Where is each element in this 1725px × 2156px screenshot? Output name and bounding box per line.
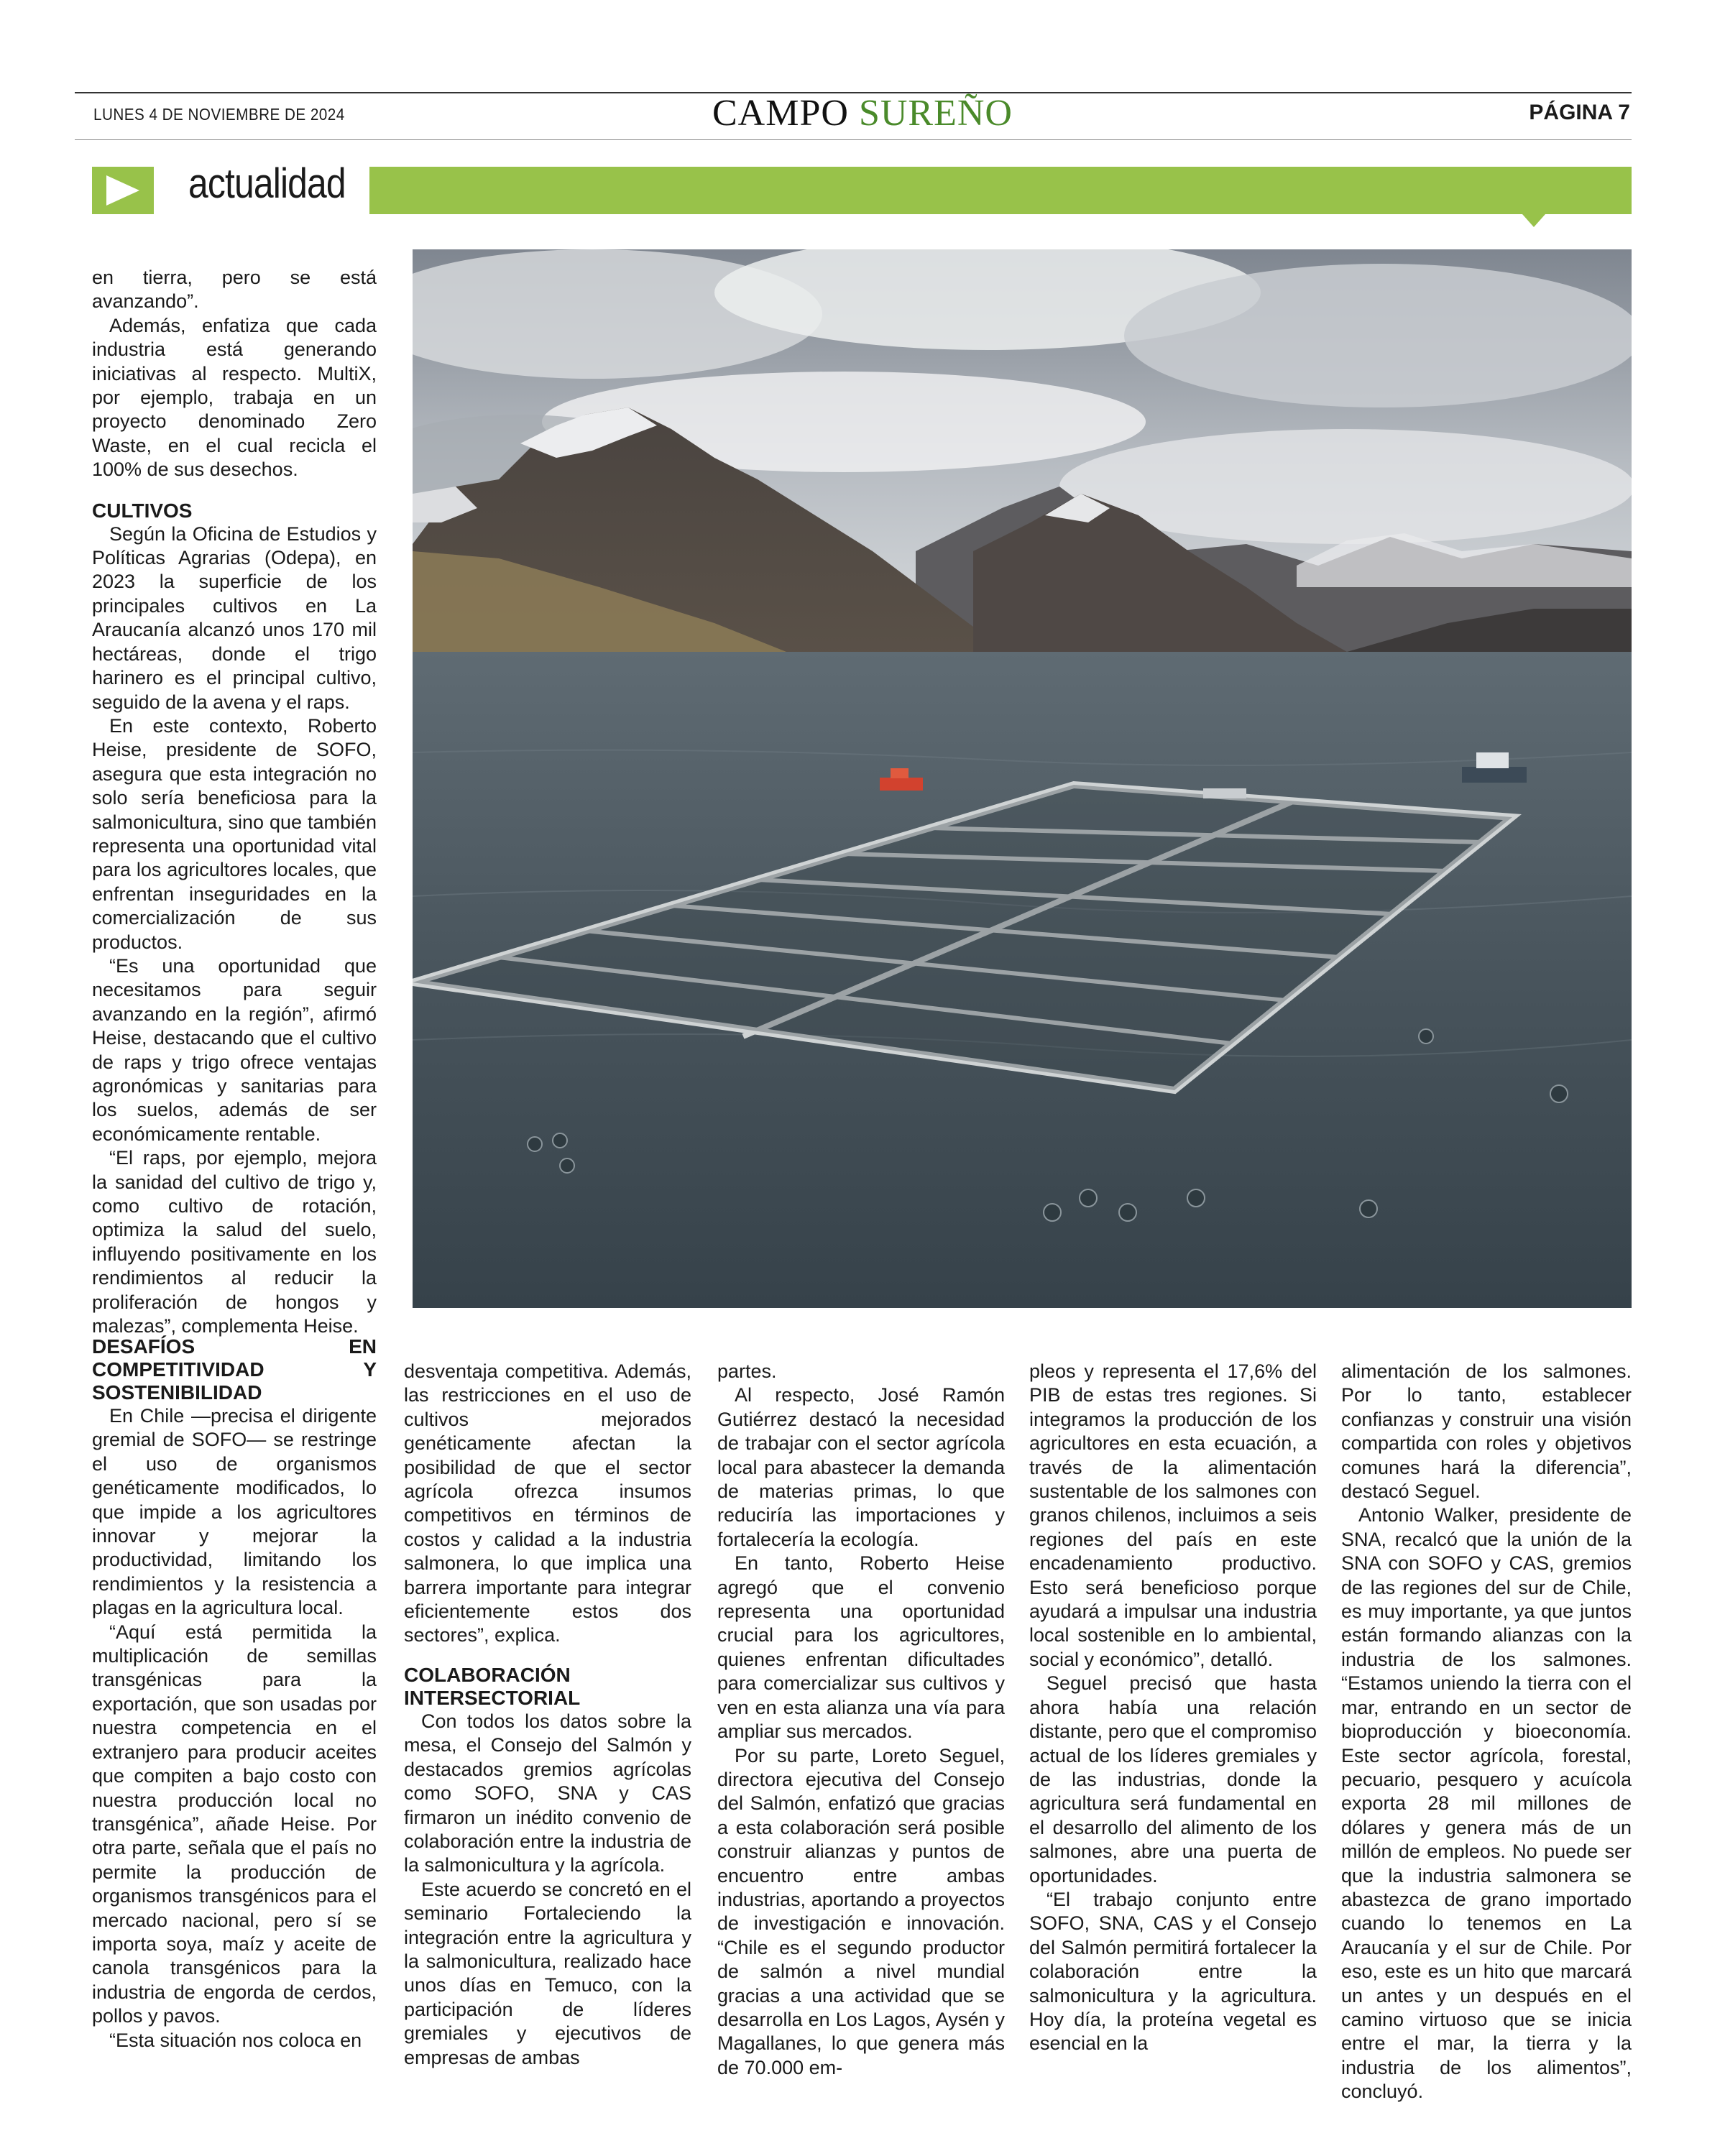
paragraph: partes. xyxy=(717,1360,777,1382)
masthead-campo: CAMPO xyxy=(712,93,849,134)
paragraph: en tierra, pero se está avanzando”. xyxy=(92,267,377,313)
issue-date: LUNES 4 DE NOVIEMBRE DE 2024 xyxy=(93,105,345,124)
paragraph: Este acuerdo se concretó en el seminario Fortaleciendo la integración entre la agricultura y la salmonicultura, realizado hace unos días en Temuco, con la participación de líderes gremiales y ejecutivos de empresas de ambas xyxy=(404,1878,691,2068)
paragraph: desventaja competitiva. Además, las restricciones en el uso de cultivos mejorados genéticamente afectan la posibilidad de que el sector agrícola ofrezca insumos competitivos en términos de costos y calidad a la industria salmonera, lo que implica una barrera importante para integrar eficientemente estos dos sectores”, explica. xyxy=(404,1360,691,1646)
salmon-farm-photo xyxy=(413,249,1632,1308)
paragraph: Seguel precisó que hasta ahora había una relación distante, pero que el compromiso actual de los líderes gremiales y de las industrias, donde la agricultura será fundamental en el desarrollo del alimento de los salmones, abre una puerta de oportunidades. xyxy=(1029,1672,1317,1886)
column-4 xyxy=(1029,1360,1317,2056)
subheading-colaboracion: COLABORACIÓN INTERSECTORIAL xyxy=(404,1663,581,1709)
column-2 xyxy=(404,1360,691,2070)
paragraph: “Aquí está permitida la multiplicación de semillas transgénicas para la exportación, que son usadas por nuestra competencia en el extranjero para producir aceites que compiten a bajo costo con nuestra producción local no transgénica”, añade Heise. Por otra parte, señala que el país no permite la producción de organismos transgénicos para el mercado nacional, pero sí se importa soya, maíz y aceite de canola transgénicos para la industria de engorda de cerdos, pollos y pavos. xyxy=(92,1621,377,2027)
section-play-box xyxy=(92,167,154,214)
paragraph: pleos y representa el 17,6% del PIB de estas tres regiones. Si integramos la producción de los agricultores en esta ecuación, a través de la alimentación sustentable de los salmones con granos chilenos, incluimos a seis regiones del país en este encadenamiento productivo. Esto será beneficioso porque ayudará a impulsar una industria local sostenible en lo ambiental, social y económico”, detalló. xyxy=(1029,1360,1317,1670)
paragraph: Por su parte, Loreto Seguel, directora ejecutiva del Consejo del Salmón, enfatizó que gracias a esta colaboración será posible construir alianzas y puntos de encuentro entre ambas industrias, aportando a proyectos de investigación e innovación. “Chile es el segundo productor de salmón a nivel mundial gracias a una actividad que se desarrolla en Los Lagos, Aysén y Magallanes, lo que genera más de 70.000 em- xyxy=(717,1744,1005,2078)
column-1 xyxy=(92,1335,377,2053)
subheading-desafios: DESAFÍOS EN COMPETITIVIDAD Y SOSTENIBILIDAD xyxy=(92,1335,377,1404)
paragraph: “Es una oportunidad que necesitamos para seguir avanzando en la región”, afirmó Heise, destacando que el cultivo de raps y trigo ofrece ventajas agronómicas y sanitarias para los suelos, además de ser económicamente rentable. xyxy=(92,954,377,1145)
paragraph: En este contexto, Roberto Heise, presidente de SOFO, asegura que esta integración no solo sería beneficiosa para la salmonicultura, sino que también representa una oportunidad vital para los agricultores locales, que enfrentan inseguridades en la comercialización de sus productos. xyxy=(92,714,377,953)
paragraph: alimentación de los salmones. Por lo tanto, establecer confianzas y construir una visión compartida con roles y objetivos comunes hará la diferencia”, destacó Seguel. xyxy=(1341,1360,1632,1503)
paragraph: Antonio Walker, presidente de SNA, recalcó que la unión de la SNA con SOFO y CAS, gremios de las regiones del sur de Chile, es muy importante, ya que juntos están formando alianzas con la industria de los salmones. “Estamos uniendo la tierra con el mar, entrando en un sector de bioproducción y bioeconomía. Este sector agrícola, forestal, pecuario, pesquero y acuícola exporta 28 mil millones de dólares y genera más de un millón de empleos. No puede ser que la industria salmonera se abastezca de grano importado cuando lo tenemos en La Araucanía y el sur de Chile. Por eso, este es un hito que marcará un antes y un después en el camino virtuoso que se inicia entre el mar, la tierra y la industria de los alimentos”, concluyó. xyxy=(1341,1504,1632,2103)
paragraph: Según la Oficina de Estudios y Políticas Agrarias (Odepa), en 2023 la superficie de los principales cultivos en La Araucanía alcanzó unos 170 mil hectáreas, donde el trigo harinero es el principal cultivo, seguido de la avena y el raps. xyxy=(92,522,377,713)
paragraph: En tanto, Roberto Heise agregó que el convenio representa una oportunidad crucial para los agricultores, quienes enfrentan dificultades para comercializar sus cultivos y ven en esta alianza una vía para ampliar sus mercados. xyxy=(717,1552,1005,1743)
paragraph: Además, enfatiza que cada industria está generando iniciativas al respecto. MultiX, por ejemplo, trabaja en un proyecto denominado Zero Waste, en el cual recicla el 100% de sus desechos. xyxy=(92,314,377,481)
masthead-sureno: SUREÑO xyxy=(858,93,1013,134)
paragraph: “Esta situación nos coloca en xyxy=(109,2029,362,2051)
paragraph: Al respecto, José Ramón Gutiérrez destacó la necesidad de trabajar con el sector agrícola local para abastecer la demanda de materias primas, lo que reduciría las importaciones y fortalecería la ecología. xyxy=(717,1384,1005,1550)
paragraph: “El trabajo conjunto entre SOFO, SNA, CAS y el Consejo del Salmón permitirá fortalecer la colaboración entre la salmonicultura y la agricultura. Hoy día, la proteína vegetal es esencial en la xyxy=(1029,1888,1317,2055)
play-arrow-icon xyxy=(105,174,141,207)
left-column xyxy=(92,266,377,1338)
paragraph: “El raps, por ejemplo, mejora la sanidad del cultivo de trigo y, como cultivo de rotación, optimiza la salud del suelo, influyendo positivamente en los rendimientos al reducir la proliferación de hongos y malezas”, complementa Heise. xyxy=(92,1147,377,1337)
paragraph: Con todos los datos sobre la mesa, el Consejo del Salmón y destacados gremios agrícolas como SOFO, SNA y CAS firmaron un inédito convenio de colaboración entre la industria de la salmonicultura y la agrícola. xyxy=(404,1710,691,1876)
column-3 xyxy=(717,1360,1005,2080)
section-bar xyxy=(369,167,1632,214)
section-label: actualidad xyxy=(188,160,346,207)
page-number: PÁGINA 7 xyxy=(1529,101,1630,124)
section-bar-notch xyxy=(1522,214,1545,227)
masthead xyxy=(0,92,1725,134)
column-5 xyxy=(1341,1360,1632,2104)
header-bottom-rule xyxy=(75,139,1632,140)
subheading-cultivos: CULTIVOS xyxy=(92,499,193,522)
paragraph: En Chile —precisa el dirigente gremial de SOFO— se restringe el uso de organismos genéticamente modificados, lo que impide a los agricultores innovar y mejorar la productividad, limitando los rendimientos y la resistencia a plagas en la agricultura local. xyxy=(92,1405,377,1619)
